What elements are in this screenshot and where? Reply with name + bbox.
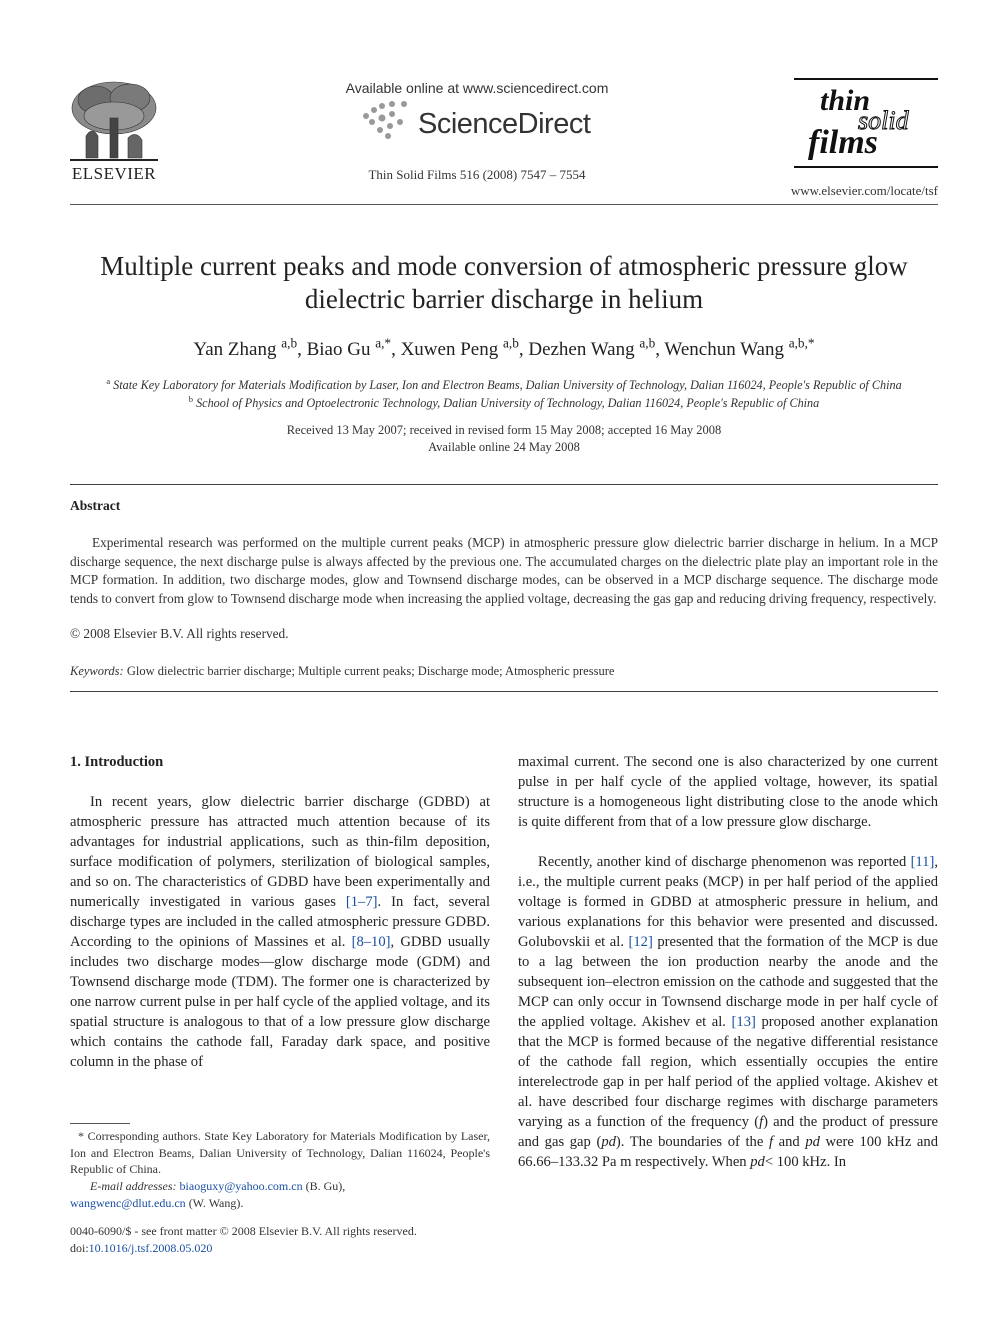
doi-link[interactable]: 10.1016/j.tsf.2008.05.020 bbox=[88, 1241, 213, 1255]
intro-paragraph-2: Recently, another kind of discharge phenomenon was reported [11], i.e., the multiple current peaks (MCP) in per half period of the applied voltage is formed in GDBD at atmospheric pressure in helium, and various explanations for this behavior were presented and discussed. Golubovskii et al. [12] presented that the formation of the MCP is due to a lag between the ion production nearby the anode and the subsequent ion–electron emission on the cathode and suggested that the MCP can only occur in Townsend discharge mode in per half cycle of the applied voltage. Akishev et al. [13] proposed another explanation that the MCP is formed because of the negative differential resistance of the cathode fall region, which essentially occupies the entire interelectrode gap in per half period of the applied voltage. Akishev et al. have described four discharge regimes with discharge parameters varying as a function of the frequency (f) and the product of pressure and gas gap (pd). The boundaries of the f and pd were 100 kHz and 66.66–133.32 Pa m respectively. When pd< 100 kHz. In bbox=[518, 854, 938, 1170]
article-title bbox=[40, 250, 968, 316]
elsevier-logo bbox=[66, 78, 162, 188]
author-4: Dezhen Wang $^{a,b}$, bbox=[528, 335, 665, 360]
intro-paragraph-1-continued: maximal current. The second one is also characterized by one current pulse in per half cycle of the applied voltage, however, its spatial structure is a homogeneous light distributing close to the anode which is quite different from that of a low pressure glow discharge. bbox=[518, 754, 938, 830]
issn-line: 0040-6090/$ - see front matter © 2008 Elsevier B.V. All rights reserved. bbox=[70, 1224, 417, 1238]
abstract-copyright: © 2008 Elsevier B.V. All rights reserved. bbox=[70, 626, 289, 641]
doi-line: doi:10.1016/j.tsf.2008.05.020 bbox=[70, 1241, 213, 1255]
journal-logo bbox=[794, 78, 938, 170]
ref-link-1-7[interactable]: [1–7] bbox=[345, 894, 378, 910]
author-3: Xuwen Peng $^{a,b}$, bbox=[400, 335, 529, 360]
affiliation-a: $^a$ State Key Laboratory for Materials Modification by Laser, Ion and Electron Beams, Dalian University of Technology, Dalian 116024, People's Republic of China bbox=[106, 375, 902, 392]
publisher-name: ELSEVIER bbox=[71, 164, 157, 183]
journal-logo-line3: films bbox=[808, 124, 878, 161]
dates-received: Received 13 May 2007; received in revised form 15 May 2008; accepted 16 May 2008 bbox=[286, 423, 722, 437]
sciencedirect-logo bbox=[360, 100, 600, 144]
elsevier-tree-icon bbox=[66, 78, 162, 166]
affiliation-a-mark: a bbox=[106, 375, 111, 386]
footnote-rule bbox=[70, 1123, 130, 1124]
ref-link-13[interactable]: [13] bbox=[731, 1014, 756, 1030]
keywords bbox=[70, 664, 938, 679]
intro-paragraph-1: In recent years, glow dielectric barrier discharge (GDBD) at atmospheric pressure has attracted much attention because of its advantages for industrial applications, such as thin-film deposition, surface modification of polymers, sterilization of biological samples, and so on. The characteristics of GDBD have been experimentally and numerically investigated in various gases [1–7]. In fact, several discharge types are included in the called atmospheric pressure GDBD. According to the opinions of Massines et al. [8–10], GDBD usually includes two discharge modes—glow discharge mode (GDM) and Townsend discharge mode (TDM). The former one is characterized by one narrow current pulse in per half cycle of the applied voltage, and its spatial structure is analogous to that of a low pressure glow discharge which contains the cathode fall, Faraday dark space, and positive column in the phase of bbox=[70, 794, 490, 1070]
author-1: Yan Zhang $^{a,b}$, bbox=[193, 335, 307, 360]
keywords-label: Keywords: bbox=[70, 664, 124, 678]
sciencedirect-dots-icon bbox=[360, 100, 416, 144]
abstract-heading: Abstract bbox=[70, 498, 121, 513]
email-label: E-mail addresses: bbox=[90, 1179, 177, 1193]
affiliation-b-mark: b bbox=[188, 393, 194, 404]
ref-link-8-10[interactable]: [8–10] bbox=[351, 934, 391, 950]
title-line-1: Multiple current peaks and mode conversion of atmospheric pressure glow bbox=[100, 251, 908, 281]
journal-logo-line1: thin bbox=[820, 84, 871, 117]
ref-link-12[interactable]: [12] bbox=[628, 934, 653, 950]
footnote-emails: E-mail addresses: biaoguxy@yahoo.com.cn (B. Gu), wangwenc@dlut.edu.cn (W. Wang). bbox=[70, 1179, 346, 1210]
affiliation-b: $^b$ School of Physics and Optoelectronic Technology, Dalian University of Technology, Dalian 116024, People's Republic of China bbox=[188, 393, 820, 410]
abstract-top-rule bbox=[70, 484, 938, 485]
email-link-wang[interactable]: wangwenc@dlut.edu.cn bbox=[70, 1196, 186, 1210]
dates-online: Available online 24 May 2008 bbox=[428, 440, 580, 454]
available-online: Available online at www.sciencedirect.com bbox=[345, 80, 609, 96]
section-heading-introduction: 1. Introduction bbox=[70, 754, 164, 770]
journal-url[interactable]: www.elsevier.com/locate/tsf bbox=[790, 183, 938, 198]
footnote-corresponding: * Corresponding authors. State Key Laboratory for Materials Modification by Laser, Ion and Electron Beams, Dalian University of Technology, Dalian 116024, People's Republic of China. bbox=[70, 1129, 490, 1176]
abstract-text: Experimental research was performed on the multiple current peaks (MCP) in atmospheric pressure glow dielectric barrier discharge in helium. In a MCP discharge sequence, the next discharge pulse is always affected by the previous one. The accumulated charges on the dielectric plate play an important role in the MCP formation. In addition, two discharge modes, glow and Townsend discharge modes, can be observed in a MCP discharge sequence. The discharge mode tends to convert from glow to Townsend discharge mode when increasing the applied voltage, decreasing the gas gap and reducing driving frequency, respectively. bbox=[70, 535, 938, 606]
abstract-bottom-rule bbox=[70, 691, 938, 692]
journal-logo-line2: solid bbox=[858, 106, 909, 135]
author-2: Biao Gu $^{a,*}$, bbox=[306, 335, 401, 360]
email-link-gu[interactable]: biaoguxy@yahoo.com.cn bbox=[179, 1179, 303, 1193]
title-line-2: dielectric barrier discharge in helium bbox=[304, 284, 704, 314]
citation: Thin Solid Films 516 (2008) 7547 – 7554 bbox=[368, 167, 586, 182]
ref-link-11[interactable]: [11] bbox=[910, 854, 935, 870]
author-list bbox=[40, 335, 968, 361]
author-5: Wenchun Wang $^{a,b,*}$ bbox=[664, 335, 815, 360]
keywords-list: Glow dielectric barrier discharge; Multiple current peaks; Discharge mode; Atmospheric pressure bbox=[126, 664, 615, 678]
sciencedirect-wordmark: ScienceDirect bbox=[418, 108, 591, 140]
